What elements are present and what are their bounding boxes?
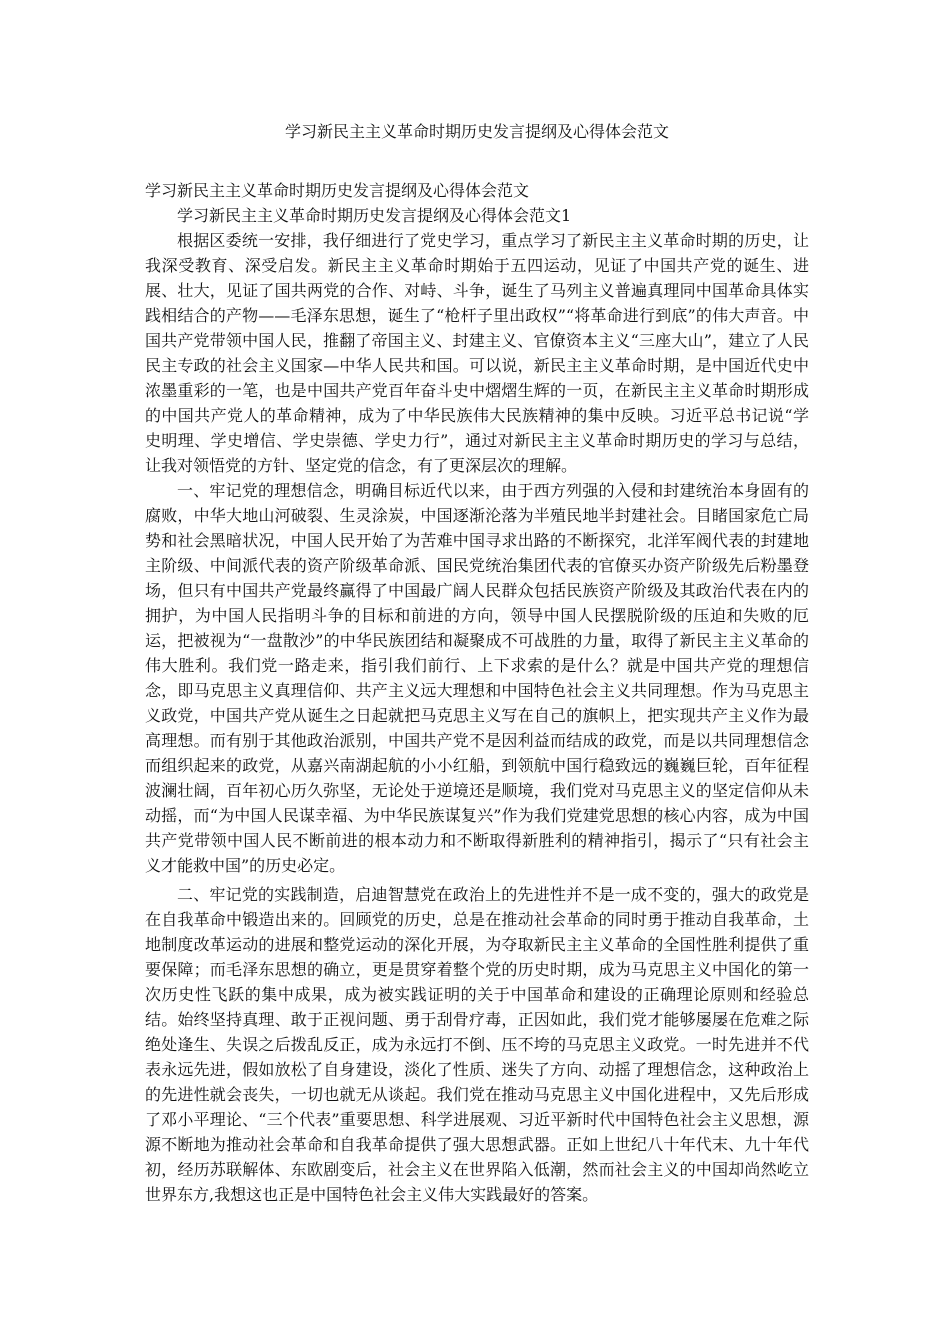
document-page: [145, 120, 809, 1207]
paragraph-section-one: 一、牢记党的理想信念，明确目标近代以来，由于西方列强的入侵和封建统治本身固有的腐败，中华大地山河破裂、生灵涂炭，中国逐渐沦落为半殖民地半封建社会。目睹国家危亡局势和社会黑暗状况，中国人民开始了为苦难中国寻求出路的不断探究，北洋军阀代表的封建地主阶级、中间派代表的资产阶级革命派、国民党统治集团代表的官僚买办资产阶级先后粉墨登场，但只有中国共产党最终赢得了中国最广阔人民群众包括民族资产阶级及其政治代表在内的拥护，为中国人民指明斗争的目标和前进的方向，领导中国人民摆脱阶级的压迫和失败的厄运，把被视为“一盘散沙”的中华民族团结和凝聚成不可战胜的力量，取得了新民主主义革命的伟大胜利。我们党一路走来，指引我们前行、上下求索的是什么？就是中国共产党的理想信念，即马克思主义真理信仰、共产主义远大理想和中国特色社会主义共同理想。作为马克思主义政党，中国共产党从诞生之日起就把马克思主义写在自己的旗帜上，把实现共产主义作为最高理想。而有别于其他政治派别，中国共产党不是因利益而结成的政党，而是以共同理想信念而组织起来的政党，从嘉兴南湖起航的小小红船，到领航中国行稳致远的巍巍巨轮，百年征程波澜壮阔，百年初心历久弥坚，无论处于逆境还是顺境，我们党对马克思主义的坚定信仰从未动摇，而“为中国人民谋幸福、为中华民族谋复兴”作为我们党建党思想的核心内容，成为中国共产党带领中国人民不断前进的根本动力和不断取得新胜利的精神指引，揭示了“只有社会主义才能救中国”的历史必定。: [145, 481, 809, 875]
document-subheading: 学习新民主主义革命时期历史发言提纲及心得体会范文1: [177, 206, 572, 225]
paragraph-intro: 根据区委统一安排，我仔细进行了党史学习，重点学习了新民主主义革命时期的历史，让我深受教育、深受启发。新民主主义革命时期始于五四运动，见证了中国共产党的诞生、进展、壮大，见证了国共两党的合作、对峙、斗争，诞生了马列主义普遍真理同中国革命具体实践相结合的产物——毛泽东思想，诞生了“枪杆子里出政权”“将革命进行到底”的伟大声音。中国共产党带领中国人民，推翻了帝国主义、封建主义、官僚资本主义“三座大山”，建立了人民民主专政的社会主义国家—中华人民共和国。可以说，新民主主义革命时期，是中国近代史中浓墨重彩的一笔，也是中国共产党百年奋斗史中熠熠生辉的一页，在新民主主义革命时期形成的中国共产党人的革命精神，成为了中华民族伟大民族精神的集中反映。习近平总书记说“学史明理、学史增信、学史崇德、学史力行”，通过对新民主主义革命时期历史的学习与总结，让我对领悟党的方针、坚定党的信念，有了更深层次的理解。: [145, 231, 809, 475]
paragraph-section-two: 二、牢记党的实践制造，启迪智慧党在政治上的先进性并不是一成不变的，强大的政党是在自我革命中锻造出来的。回顾党的历史，总是在推动社会革命的同时勇于推动自我革命，土地制度改革运动的进展和整党运动的深化开展，为夺取新民主主义革命的全国性胜利提供了重要保障；而毛泽东思想的确立，更是贯穿着整个党的历史时期，成为马克思主义中国化的第一次历史性飞跃的集中成果，成为被实践证明的关于中国革命和建设的正确理论原则和经验总结。始终坚持真理、敢于正视问题、勇于刮骨疗毒，正因如此，我们党才能够屡屡在危难之际绝处逢生、失误之后拨乱反正，成为永远打不倒、压不垮的马克思主义政党。一时先进并不代表永远先进，假如放松了自身建设，淡化了性质、迷失了方向、动摇了理想信念，这种政治上的先进性就会丧失，一切也就无从谈起。我们党在推动马克思主义中国化进程中，又先后形成了邓小平理论、“三个代表”重要思想、科学进展观、习近平新时代中国特色社会主义思想，源源不断地为推动社会革命和自我革命提供了强大思想武器。正如上世纪八十年代末、九十年代初，经历苏联解体、东欧剧变后，社会主义在世界陷入低潮，然而社会主义的中国却尚然屹立世界东方,我想这也正是中国特色社会主义伟大实践最好的答案。: [145, 885, 809, 1204]
document-heading: 学习新民主主义革命时期历史发言提纲及心得体会范文: [145, 181, 530, 200]
document-title: 学习新民主主义革命时期历史发言提纲及心得体会范文: [284, 122, 669, 141]
